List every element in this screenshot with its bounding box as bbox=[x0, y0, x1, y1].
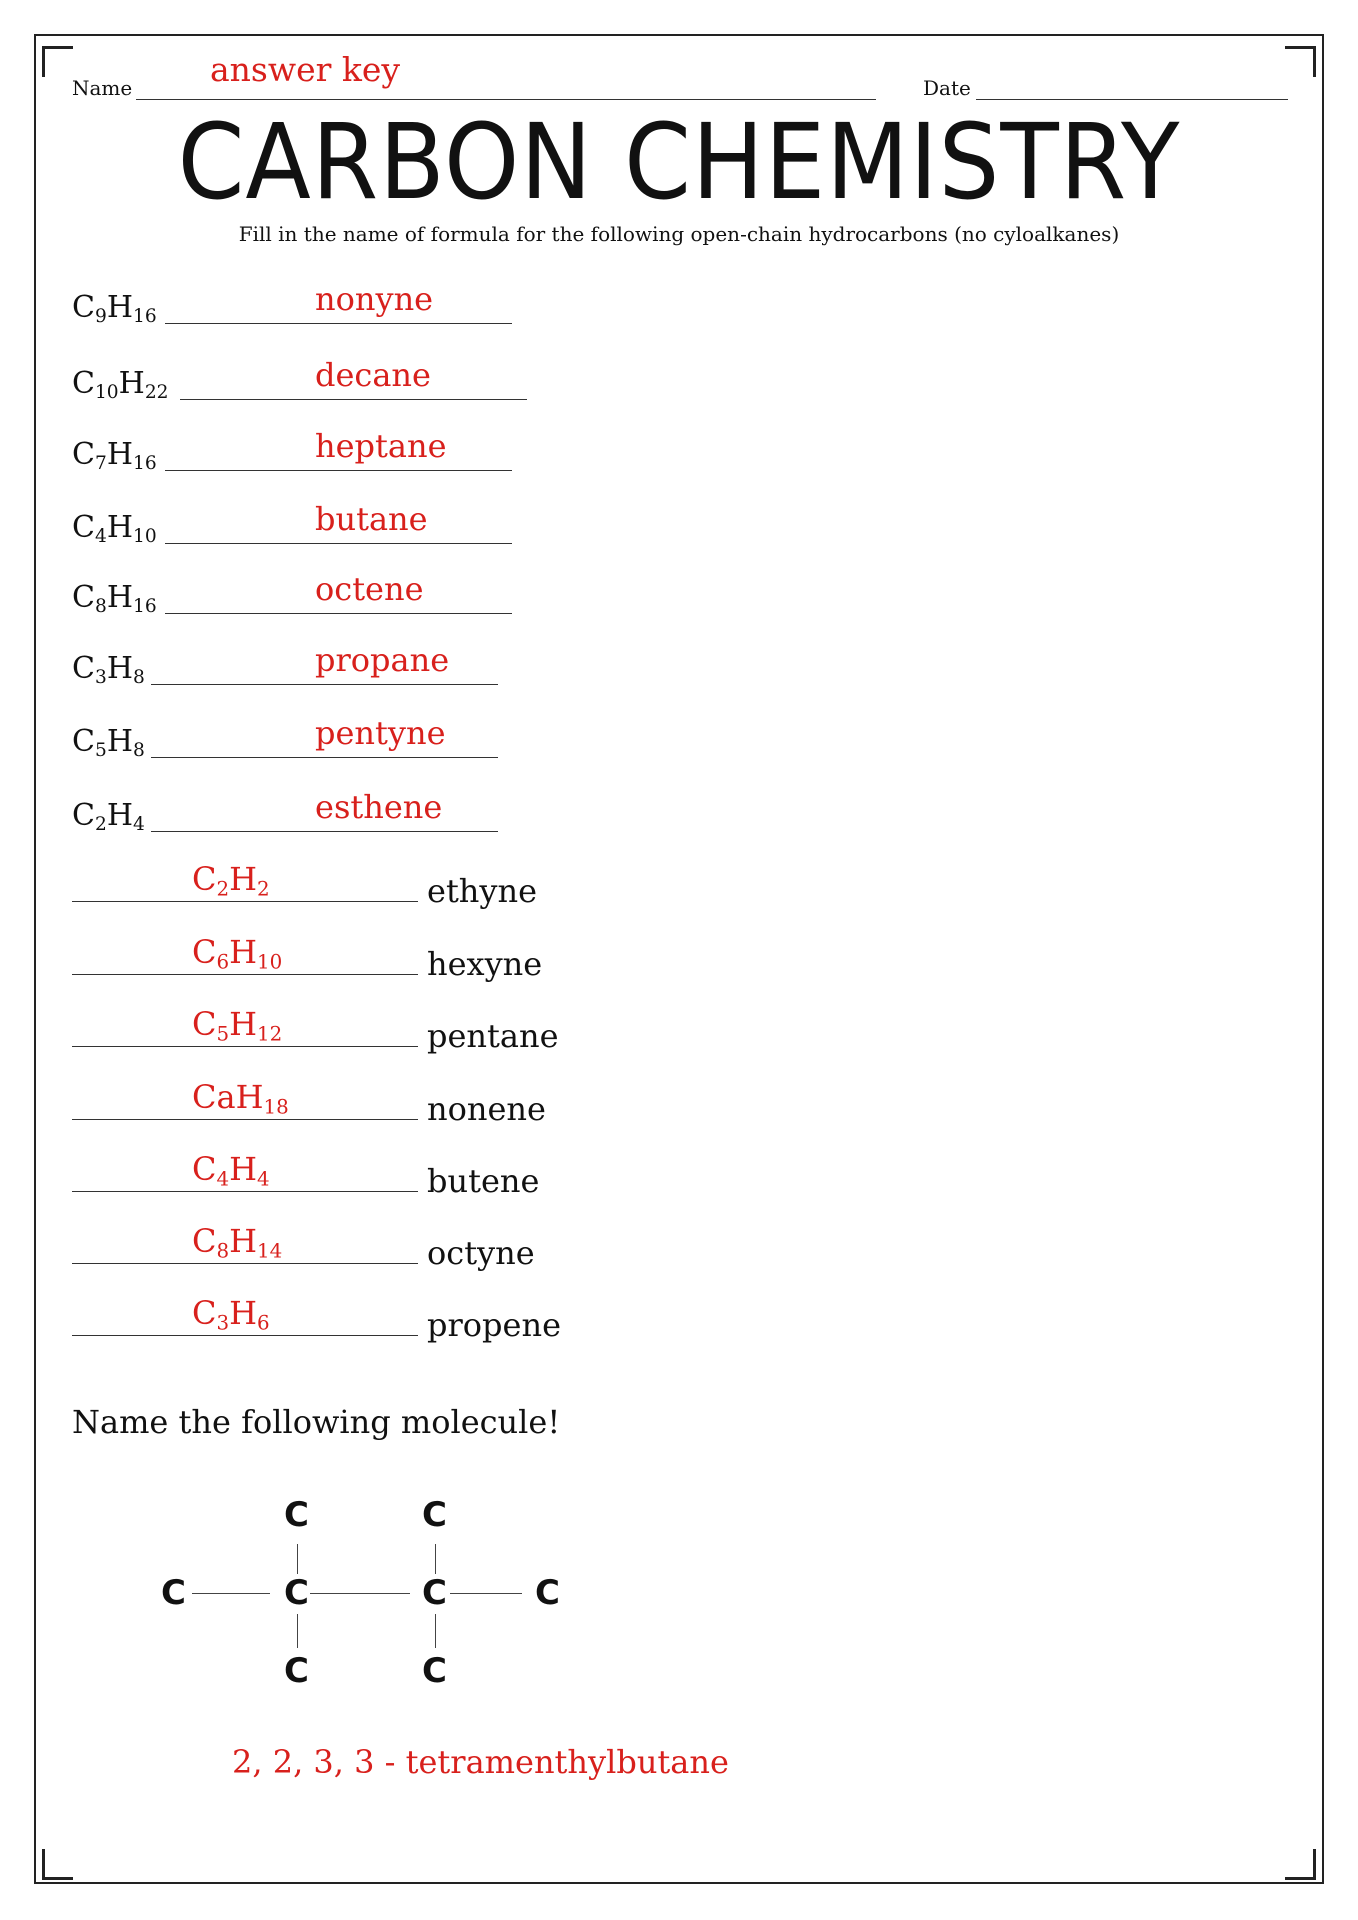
bond bbox=[435, 1544, 436, 1574]
carbon-atom: C bbox=[284, 1495, 309, 1535]
handwritten-formula bbox=[192, 1294, 270, 1335]
hydrogen-count: 8 bbox=[132, 667, 145, 689]
molecule-task: Name the following molecule! bbox=[72, 1403, 561, 1441]
hydrogen-count: 4 bbox=[257, 1167, 270, 1191]
carbon-symbol: C bbox=[192, 933, 217, 971]
hydrocarbon-name: nonene bbox=[427, 1090, 546, 1128]
answer-blank[interactable] bbox=[72, 1263, 418, 1264]
hydrocarbon-name: hexyne bbox=[427, 945, 543, 983]
carbon-atom: C bbox=[284, 1651, 309, 1691]
answer-blank[interactable] bbox=[72, 901, 418, 902]
hydrogen-symbol: H bbox=[229, 1150, 258, 1188]
handwritten-answer: heptane bbox=[315, 427, 447, 465]
hydrogen-count: 14 bbox=[257, 1239, 283, 1263]
handwritten-formula bbox=[192, 1222, 282, 1263]
answer-blank[interactable] bbox=[72, 1191, 418, 1192]
hydrogen-symbol: H bbox=[229, 933, 258, 971]
hydrogen-count: 22 bbox=[144, 382, 169, 404]
handwritten-formula bbox=[192, 933, 282, 974]
carbon-symbol: C bbox=[192, 1294, 217, 1332]
carbon-count: 2 bbox=[94, 814, 107, 836]
carbon-atom: C bbox=[422, 1495, 447, 1535]
carbon-symbol: C bbox=[192, 1005, 217, 1043]
answer-blank[interactable] bbox=[151, 684, 498, 685]
formula-item: $C_8H_{16}$ bbox=[72, 580, 157, 618]
hydrogen-count: 4 bbox=[132, 814, 145, 836]
answer-blank[interactable] bbox=[165, 470, 512, 471]
hydrogen-symbol: H bbox=[235, 1078, 264, 1116]
carbon-count: 10 bbox=[94, 382, 119, 404]
handwritten-formula bbox=[192, 860, 270, 901]
formula-item: $C_3H_8$ bbox=[72, 651, 145, 689]
handwritten-answer: nonyne bbox=[315, 280, 434, 318]
carbon-count: 3 bbox=[94, 667, 107, 689]
formula-item: $C_{10}H_{22}$ bbox=[72, 366, 169, 404]
formula-item: $C_2H_4$ bbox=[72, 798, 145, 836]
carbon-count: 7 bbox=[94, 453, 107, 475]
date-field[interactable] bbox=[976, 99, 1288, 100]
answer-blank[interactable] bbox=[151, 757, 498, 758]
hydrogen-count: 2 bbox=[257, 877, 270, 901]
hydrogen-count: 18 bbox=[263, 1095, 289, 1119]
carbon-count: 6 bbox=[216, 950, 230, 974]
hydrocarbon-name: propene bbox=[427, 1306, 562, 1344]
page-title: CARBON CHEMISTRY bbox=[177, 101, 1181, 223]
name-label: Name bbox=[72, 76, 133, 100]
hydrogen-count: 6 bbox=[257, 1311, 270, 1335]
corner-ornament-top-right bbox=[1285, 46, 1316, 77]
carbon-symbol: C bbox=[192, 1150, 217, 1188]
bond bbox=[435, 1614, 436, 1648]
hydrogen-count: 16 bbox=[132, 306, 157, 328]
carbon-atom: C bbox=[422, 1651, 447, 1691]
bond bbox=[192, 1593, 270, 1594]
formula-item: $C_5H_8$ bbox=[72, 724, 145, 762]
corner-ornament-bottom-left bbox=[42, 1849, 73, 1880]
hydrogen-count: 12 bbox=[257, 1022, 283, 1046]
handwritten-formula bbox=[192, 1078, 289, 1119]
carbon-symbol: C bbox=[192, 1222, 217, 1260]
hydrogen-count: 16 bbox=[132, 596, 157, 618]
bond bbox=[450, 1593, 522, 1594]
carbon-count: 8 bbox=[216, 1239, 230, 1263]
hydrogen-count: 16 bbox=[132, 453, 157, 475]
carbon-count: 3 bbox=[216, 1311, 230, 1335]
carbon-symbol: C bbox=[192, 860, 217, 898]
hydrogen-count: 10 bbox=[132, 526, 157, 548]
carbon-atom: C bbox=[535, 1573, 560, 1613]
hydrocarbon-name: ethyne bbox=[427, 872, 538, 910]
carbon-symbol: Ca bbox=[192, 1078, 236, 1116]
handwritten-formula bbox=[192, 1150, 270, 1191]
handwritten-answer: esthene bbox=[315, 788, 443, 826]
hydrogen-count: 8 bbox=[132, 740, 145, 762]
carbon-count: 8 bbox=[94, 596, 107, 618]
carbon-count: 2 bbox=[216, 877, 230, 901]
hydrocarbon-name: butene bbox=[427, 1162, 540, 1200]
handwritten-answer: propane bbox=[315, 641, 450, 679]
answer-blank[interactable] bbox=[165, 323, 512, 324]
handwritten-formula bbox=[192, 1005, 282, 1046]
hydrogen-symbol: H bbox=[229, 1294, 258, 1332]
handwritten-answer: decane bbox=[315, 356, 431, 394]
bond bbox=[297, 1544, 298, 1574]
molecule-answer: 2, 2, 3, 3 - tetramenthylbutane bbox=[232, 1743, 729, 1781]
hydrogen-count: 10 bbox=[257, 950, 283, 974]
name-answer: answer key bbox=[210, 50, 401, 89]
carbon-count: 5 bbox=[94, 740, 107, 762]
answer-blank[interactable] bbox=[180, 399, 527, 400]
carbon-atom: C bbox=[422, 1573, 447, 1613]
instructions: Fill in the name of formula for the following open-chain hydrocarbons (no cyloalkanes) bbox=[238, 222, 1120, 246]
formula-item: $C_9H_{16}$ bbox=[72, 290, 157, 328]
carbon-atom: C bbox=[284, 1573, 309, 1613]
carbon-count: 4 bbox=[94, 526, 107, 548]
formula-item: $C_4H_{10}$ bbox=[72, 510, 157, 548]
carbon-count: 9 bbox=[94, 306, 107, 328]
answer-blank[interactable] bbox=[151, 831, 498, 832]
date-label: Date bbox=[923, 76, 971, 100]
answer-blank[interactable] bbox=[165, 613, 512, 614]
answer-blank[interactable] bbox=[72, 1046, 418, 1047]
answer-blank[interactable] bbox=[72, 1335, 418, 1336]
handwritten-answer: octene bbox=[315, 570, 424, 608]
name-field[interactable] bbox=[136, 99, 876, 100]
bond bbox=[310, 1593, 410, 1594]
bond bbox=[297, 1614, 298, 1648]
hydrogen-symbol: H bbox=[229, 1005, 258, 1043]
answer-blank[interactable] bbox=[72, 974, 418, 975]
formula-item: $C_7H_{16}$ bbox=[72, 437, 157, 475]
handwritten-answer: pentyne bbox=[315, 714, 446, 752]
corner-ornament-bottom-right bbox=[1285, 1849, 1316, 1880]
answer-blank[interactable] bbox=[72, 1119, 418, 1120]
carbon-count: 4 bbox=[216, 1167, 230, 1191]
carbon-count: 5 bbox=[216, 1022, 230, 1046]
hydrocarbon-name: pentane bbox=[427, 1017, 559, 1055]
corner-ornament-top-left bbox=[42, 46, 73, 77]
hydrogen-symbol: H bbox=[229, 1222, 258, 1260]
handwritten-answer: butane bbox=[315, 500, 428, 538]
carbon-atom: C bbox=[161, 1573, 186, 1613]
hydrocarbon-name: octyne bbox=[427, 1234, 535, 1272]
hydrogen-symbol: H bbox=[229, 860, 258, 898]
answer-blank[interactable] bbox=[165, 543, 512, 544]
